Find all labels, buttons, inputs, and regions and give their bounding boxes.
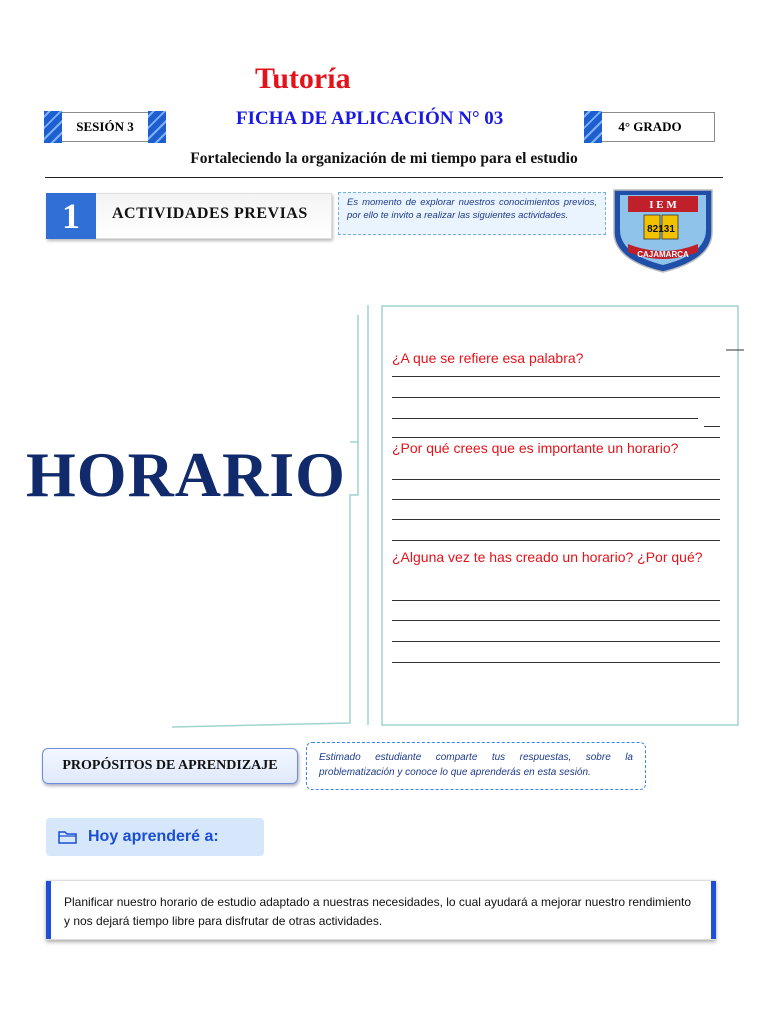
grade-badge	[585, 112, 715, 142]
logo-bottom-text: CAJAMARCA	[637, 250, 689, 259]
answer-line[interactable]	[392, 499, 720, 500]
session-subtitle: Fortaleciendo la organización de mi tiempo para el estudio	[190, 150, 578, 167]
question-1: ¿A que se refiere esa palabra?	[392, 350, 584, 366]
answer-line[interactable]	[392, 600, 720, 601]
school-logo	[608, 182, 718, 274]
session-badge	[45, 112, 165, 142]
concept-word: HORARIO	[26, 439, 346, 510]
learn-header	[46, 818, 264, 856]
divider	[45, 177, 723, 178]
learning-goal-text: Planificar nuestro horario de estudio adaptado a nuestras necesidades, lo cual ayudará a mejorar nuestro rendimiento y nos dejará tiempo libre para disfrutar de otras actividades.	[64, 895, 692, 928]
answer-line[interactable]	[392, 418, 698, 419]
badge-stripe-left	[44, 111, 62, 143]
purposes-note: Estimado estudiante comparte tus respuestas, sobre la problematización y conoce lo que aprenderás en esta sesión.	[306, 742, 646, 790]
logo-number: 82131	[647, 224, 675, 235]
logo-top-text: I E M	[649, 199, 677, 211]
worksheet-title: FICHA DE APLICACIÓN N° 03	[236, 108, 504, 129]
answer-line[interactable]	[392, 376, 720, 377]
goal-bar-right	[711, 881, 716, 939]
answer-line[interactable]	[392, 540, 720, 541]
subject-title: Tutoría	[255, 62, 351, 95]
answer-line[interactable]	[392, 620, 720, 621]
answer-line[interactable]	[392, 662, 720, 663]
section-label: ACTIVIDADES PREVIAS	[112, 205, 308, 222]
answer-line[interactable]	[704, 426, 720, 427]
section-note: Es momento de explorar nuestros conocimientos previos, por ello te invito a realizar las siguientes actividades.	[338, 192, 606, 235]
section-number: 1	[46, 193, 96, 239]
learning-goal	[46, 880, 716, 940]
learn-label: Hoy aprenderé a:	[88, 828, 219, 845]
folder-icon	[58, 829, 78, 845]
grade-label: 4° GRADO	[618, 119, 682, 134]
answer-line[interactable]	[392, 519, 720, 520]
answer-line[interactable]	[392, 479, 720, 480]
question-3: ¿Alguna vez te has creado un horario? ¿Por qué?	[392, 549, 703, 565]
answer-line[interactable]	[392, 437, 720, 438]
session-label: SESIÓN 3	[76, 119, 134, 134]
answer-line[interactable]	[392, 397, 720, 398]
badge-stripe-left	[584, 111, 602, 143]
purposes-label: PROPÓSITOS DE APRENDIZAJE	[42, 748, 298, 784]
goal-bar-left	[46, 881, 51, 939]
answer-line[interactable]	[392, 641, 720, 642]
badge-stripe-right	[148, 111, 166, 143]
question-2: ¿Por qué crees que es importante un horario?	[392, 440, 679, 456]
